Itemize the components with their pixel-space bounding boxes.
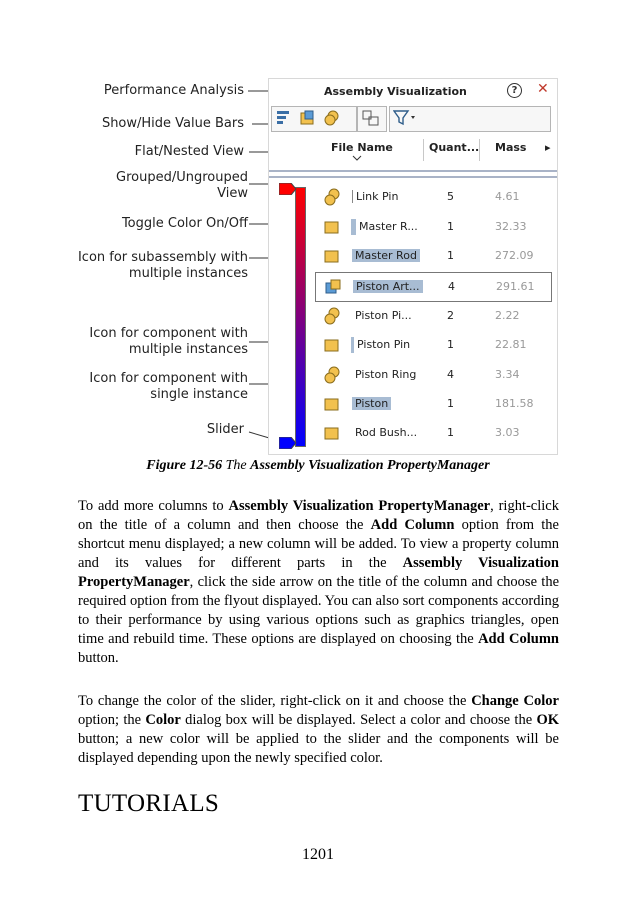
component-single-instance-icon: [323, 395, 341, 413]
value-bar: [351, 337, 354, 353]
callout-subassembly-line2: multiple instances: [128, 266, 248, 281]
grouped-view-icon: [361, 109, 381, 127]
row-name: Piston Pin: [357, 338, 411, 351]
component-single-instance-icon: [323, 218, 341, 236]
callout-component-single-icon: [40, 371, 248, 403]
value-bar: [351, 219, 356, 235]
row-quantity: 1: [447, 249, 454, 262]
row-name: Master R...: [359, 220, 418, 233]
table-row[interactable]: [315, 302, 550, 330]
text: To add more columns to: [78, 498, 229, 514]
row-quantity: 4: [447, 368, 454, 381]
row-mass: 291.61: [496, 280, 535, 293]
component-multi-instance-icon: [323, 307, 341, 325]
row-quantity: 1: [447, 220, 454, 233]
slider-bottom-handle[interactable]: [279, 437, 297, 449]
value-bars-icon: [275, 109, 293, 127]
bold-term: Assembly Visualization PropertyManager: [228, 498, 491, 514]
table-row[interactable]: [315, 419, 550, 447]
section-heading: TUTORIALS: [78, 790, 220, 817]
bold-term: Change Color: [471, 693, 559, 709]
callout-component-single-line2: single instance: [150, 387, 248, 402]
table-row[interactable]: [315, 213, 550, 241]
callout-grouped-line2: View: [217, 186, 248, 201]
text: option; the: [78, 712, 146, 728]
caption-label: Figure 12-56: [146, 458, 223, 473]
table-row[interactable]: [315, 242, 550, 270]
header-band: [269, 176, 557, 178]
bold-term: Assembly Visualization PropertyManager: [78, 555, 559, 590]
grouped-ungrouped-view-button[interactable]: [361, 109, 381, 127]
column-separator[interactable]: [479, 139, 480, 161]
performance-analysis-button[interactable]: [275, 109, 293, 127]
callout-toggle-color: Toggle Color On/Off: [121, 216, 248, 231]
row-mass: 3.34: [495, 368, 520, 381]
row-mass: 2.22: [495, 309, 520, 322]
component-multi-instance-icon: [323, 366, 341, 384]
text: To change the color of the slider, right-click on it and choose the: [78, 693, 472, 709]
callout-subassembly-icon: [40, 250, 248, 282]
row-mass: 272.09: [495, 249, 534, 262]
column-separator[interactable]: [423, 139, 424, 161]
slider[interactable]: [295, 187, 306, 447]
callout-component-multi-line2: multiple instances: [128, 342, 248, 357]
component-multi-instance-icon: [323, 188, 341, 206]
column-header-file-name[interactable]: File Name: [331, 141, 393, 154]
show-hide-value-bars-button[interactable]: [299, 109, 317, 127]
text: dialog box will be displayed. Select a color and choose the: [180, 712, 537, 728]
component-single-instance-icon: [323, 424, 341, 442]
paragraph-add-column: [78, 497, 559, 668]
help-icon[interactable]: ?: [507, 83, 522, 98]
flat-nested-view-button[interactable]: [323, 109, 341, 127]
assembly-visualization-panel: [268, 78, 558, 455]
row-name: Link Pin: [352, 190, 398, 203]
bold-term: OK: [536, 712, 559, 728]
column-header-mass[interactable]: Mass: [495, 141, 527, 154]
caption-title: Assembly Visualization PropertyManager: [250, 458, 490, 473]
close-icon[interactable]: ✕: [537, 81, 549, 97]
table-row[interactable]: [315, 331, 550, 359]
caption-the: The: [225, 458, 247, 473]
row-quantity: 1: [447, 397, 454, 410]
text: button.: [78, 650, 119, 666]
table-row[interactable]: [315, 183, 550, 211]
row-name: Piston Pi...: [355, 309, 412, 322]
row-quantity: 1: [447, 338, 454, 351]
panel-title: Assembly Visualization: [324, 85, 467, 98]
row-mass: 22.81: [495, 338, 527, 351]
row-name: Rod Bush...: [355, 426, 418, 439]
callout-component-multi-icon: [40, 326, 248, 358]
row-quantity: 2: [447, 309, 454, 322]
sort-chevron-icon: [352, 155, 362, 161]
table-row[interactable]: [315, 390, 550, 418]
component-single-instance-icon: [323, 247, 341, 265]
row-quantity: 4: [448, 280, 455, 293]
callout-component-single-line1: Icon for component with: [89, 371, 248, 386]
subassembly-multi-instance-icon: [324, 278, 342, 296]
table-row-selected[interactable]: [315, 272, 552, 302]
figure-caption: [0, 458, 636, 474]
paragraph-change-color: [78, 692, 559, 768]
component-stack-icon: [323, 109, 341, 127]
callout-slider: Slider: [206, 422, 244, 437]
page-number: 1201: [302, 846, 334, 863]
row-quantity: 5: [447, 190, 454, 203]
row-quantity: 1: [447, 426, 454, 439]
row-mass: 3.03: [495, 426, 520, 439]
callout-flat-nested-view: Flat/Nested View: [134, 144, 244, 159]
row-name: Piston Ring: [355, 368, 417, 381]
callout-component-multi-line1: Icon for component with: [89, 326, 248, 341]
text: option from the shortcut menu displayed; a new column will be added. To view a property column and its values for different parts in the: [78, 517, 559, 571]
callout-subassembly-line1: Icon for subassembly with: [77, 250, 248, 265]
bold-term: Color: [145, 712, 181, 728]
callout-show-hide-value-bars: Show/Hide Value Bars: [101, 116, 244, 131]
text: , click the side arrow on the title of the column and choose the required option from the flyout displayed. You can also sort components according to their performance by using various options such as graphics triangles, open time and rebuild time. These options are displayed on choosing the: [78, 574, 559, 647]
text: , right-click on the title of a column and then choose the: [78, 498, 559, 533]
row-name: Master Rod: [352, 249, 420, 262]
callout-grouped-line1: Grouped/Ungrouped: [116, 170, 248, 185]
funnel-icon: [393, 109, 419, 127]
text: button; a new color will be applied to the slider and the components will be displayed depending upon the newly specified color.: [78, 731, 559, 766]
slider-top-handle[interactable]: [279, 183, 297, 195]
row-name: Piston: [352, 397, 391, 410]
bold-term: Add Column: [478, 631, 559, 647]
assembly-icon: [299, 109, 317, 127]
header-band: [269, 170, 557, 172]
row-mass: 181.58: [495, 397, 534, 410]
callout-grouped-ungrouped: [60, 170, 248, 202]
column-more-arrow[interactable]: ▸: [545, 141, 551, 154]
column-header-quantity[interactable]: Quant...: [429, 141, 480, 154]
bold-term: Add Column: [370, 517, 455, 533]
row-mass: 32.33: [495, 220, 527, 233]
row-mass: 4.61: [495, 190, 520, 203]
callout-performance-analysis: Performance Analysis: [103, 83, 244, 98]
filter-dropdown[interactable]: [393, 109, 419, 127]
table-row[interactable]: [315, 361, 550, 389]
row-name: Piston Art...: [353, 280, 423, 293]
component-single-instance-icon: [323, 336, 341, 354]
